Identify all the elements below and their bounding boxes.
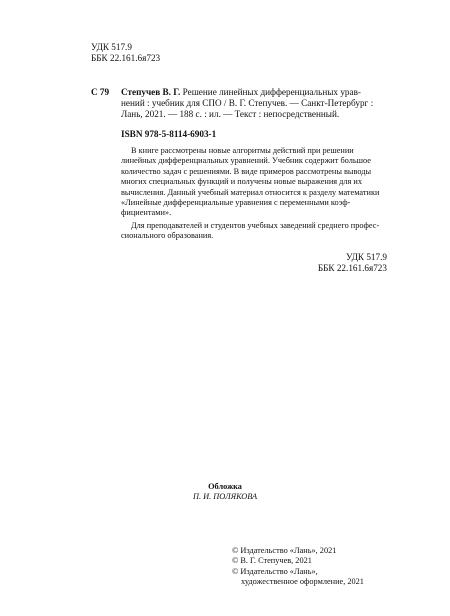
card-udk: УДК 517.9 [346, 252, 387, 262]
copyright-line: художественное оформление, 2021 [241, 577, 364, 587]
isbn: ISBN 978-5-8114-6903-1 [121, 129, 217, 139]
author-name: Степучев В. Г. [121, 87, 181, 97]
annotation-line: В книге рассмотрены новые алгоритмы действий при решении [131, 146, 354, 155]
card-classification [250, 252, 387, 274]
top-classification [91, 42, 160, 64]
annotation-line: «Линейные дифференциальные уравнения с переменными коэф- [121, 198, 351, 208]
annotation-line: фициентами». [121, 208, 172, 218]
copyright-block [232, 546, 392, 588]
description-line1: Решение линейных дифференциальных урав- [182, 87, 361, 97]
annotation-line: многих специальных функций и получены новые выражения для их [121, 177, 362, 187]
bibliographic-description [121, 87, 384, 121]
catalog-code: С 79 [91, 87, 110, 97]
cover-credit-name: П. И. ПОЛЯКОВА [192, 492, 258, 502]
audience-note [121, 221, 386, 242]
description-line2: нений : учебник для СПО / В. Г. Степучев. — Санкт-Петербург : [121, 98, 374, 109]
copyright-line: © Издательство «Лань», 2021 [232, 546, 337, 555]
description-line3: Лань, 2021. — 188 с. : ил. — Текст : непосредственный. [121, 109, 340, 120]
audience-line: Для преподавателей и студентов учебных заведений среднего профес- [131, 221, 380, 230]
copyright-line: © Издательство «Лань», [232, 566, 318, 576]
copyright-line: © В. Г. Степучев, 2021 [232, 556, 312, 566]
annotation-line: количество задач с решениями. В виде примеров рассмотрены выводы [121, 166, 372, 176]
top-udk: УДК 517.9 [91, 42, 132, 52]
annotation-line: вычисления. Данный учебный материал относится к разделу математики [121, 187, 380, 197]
card-bbk: ББК 22.161.6я723 [317, 263, 387, 274]
annotation [121, 146, 386, 219]
cover-credit-label: Обложка [208, 482, 242, 491]
cover-credit [160, 482, 290, 503]
audience-line: сионального образования. [121, 231, 214, 241]
top-bbk: ББК 22.161.6я723 [91, 53, 161, 64]
annotation-line: линейных дифференциальных уравнений. Учебник содержит большое [121, 156, 371, 166]
